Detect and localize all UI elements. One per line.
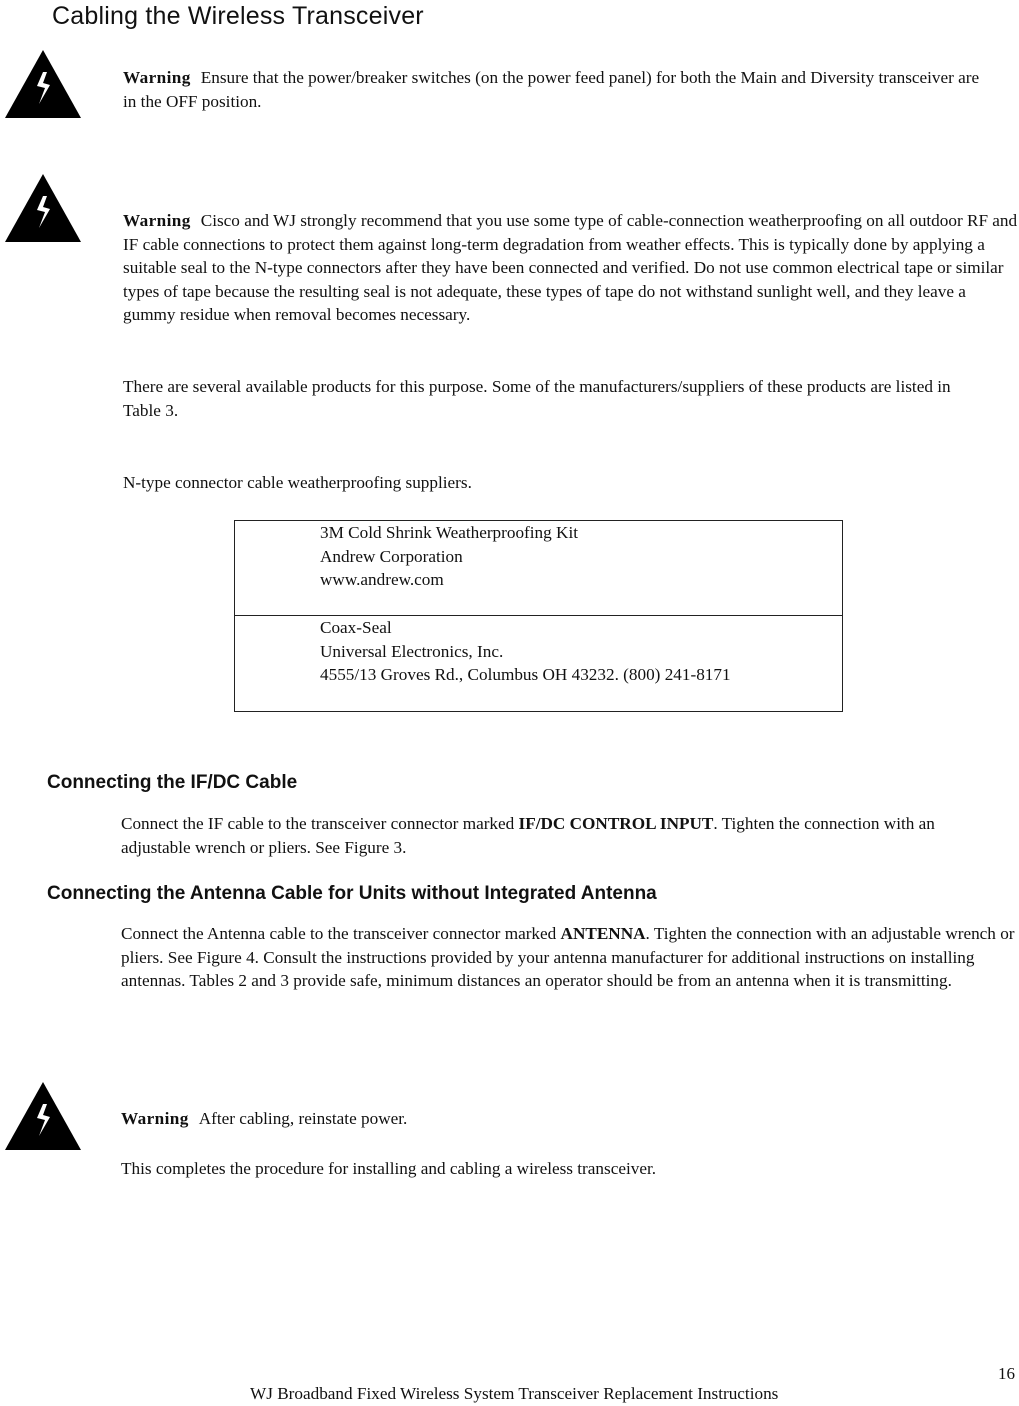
warning-triangle-lightning-icon bbox=[3, 172, 83, 244]
supplier-contact: www.andrew.com bbox=[320, 570, 444, 589]
warning-label: Warning bbox=[121, 1109, 189, 1128]
closing-text: This completes the procedure for installing and cabling a wireless transceiver. bbox=[121, 1159, 657, 1178]
supplier-product: Coax-Seal bbox=[320, 618, 392, 637]
ifdc-text-after: . Tighten the connection with an adjustable wrench or pliers. See Figure 3. bbox=[121, 814, 935, 857]
products-note: There are several available products for this purpose. Some of the manufacturers/suppliers of these products are listed in Table 3. bbox=[123, 377, 951, 420]
supplier-contact: 4555/13 Groves Rd., Columbus OH 43232. (800) 241-8171 bbox=[320, 665, 731, 684]
warning-2 bbox=[123, 209, 1018, 327]
warning-3 bbox=[121, 1107, 981, 1131]
warning-triangle-lightning-icon bbox=[3, 48, 83, 120]
supplier-product: 3M Cold Shrink Weatherproofing Kit bbox=[320, 523, 578, 542]
ifdc-text-before: Connect the IF cable to the transceiver connector marked bbox=[121, 814, 519, 833]
ifdc-connector-name: IF/DC CONTROL INPUT bbox=[518, 814, 714, 833]
section-ifdc-heading: Connecting the IF/DC Cable bbox=[47, 772, 298, 793]
section-antenna-heading: Connecting the Antenna Cable for Units without Integrated Antenna bbox=[47, 883, 657, 904]
warning-3-text: After cabling, reinstate power. bbox=[198, 1109, 408, 1128]
warning-1-text: Ensure that the power/breaker switches (on the power feed panel) for both the Main and Diversity transceiver are in the OFF position. bbox=[123, 68, 980, 111]
section-antenna-body bbox=[121, 922, 1016, 993]
warning-label: Warning bbox=[123, 68, 191, 87]
section-ifdc-body bbox=[121, 812, 981, 859]
page-title: Cabling the Wireless Transceiver bbox=[52, 2, 424, 30]
supplier-company: Andrew Corporation bbox=[320, 546, 463, 566]
warning-1 bbox=[123, 66, 983, 113]
supplier-row bbox=[235, 615, 842, 709]
antenna-text-before: Connect the Antenna cable to the transceiver connector marked bbox=[121, 924, 561, 943]
warning-2-text: Cisco and WJ strongly recommend that you use some type of cable-connection weatherproofing on all outdoor RF and IF cable connections to protect them against long-term degradation from weather effects. This is typically done by applying a suitable seal to the N-type connectors after they have been connected and verified. Do not use common electrical tape or similar types of tape because the resulting seal is not adequate, these types of tape do not withstand sunlight well, and they leave a gummy residue when removal becomes necessary. bbox=[123, 211, 1018, 324]
supplier-company: Universal Electronics, Inc. bbox=[320, 641, 504, 661]
page-number: 16 bbox=[998, 1364, 1015, 1383]
table-caption: N-type connector cable weatherproofing suppliers. bbox=[123, 473, 472, 492]
warning-label: Warning bbox=[123, 211, 191, 230]
antenna-text-after: . Tighten the connection with an adjustable wrench or pliers. See Figure 4. Consult the instructions provided by your antenna manufacturer for additional instructions on installing antennas. Tables 2 and 3 provide safe, minimum distances an operator should be from an antenna when it is transmitting. bbox=[121, 924, 1015, 990]
suppliers-table bbox=[234, 520, 843, 712]
supplier-row bbox=[235, 521, 842, 615]
footer-text: WJ Broadband Fixed Wireless System Transceiver Replacement Instructions bbox=[250, 1384, 779, 1403]
warning-triangle-lightning-icon bbox=[3, 1080, 83, 1152]
antenna-connector-name: ANTENNA bbox=[560, 924, 646, 943]
